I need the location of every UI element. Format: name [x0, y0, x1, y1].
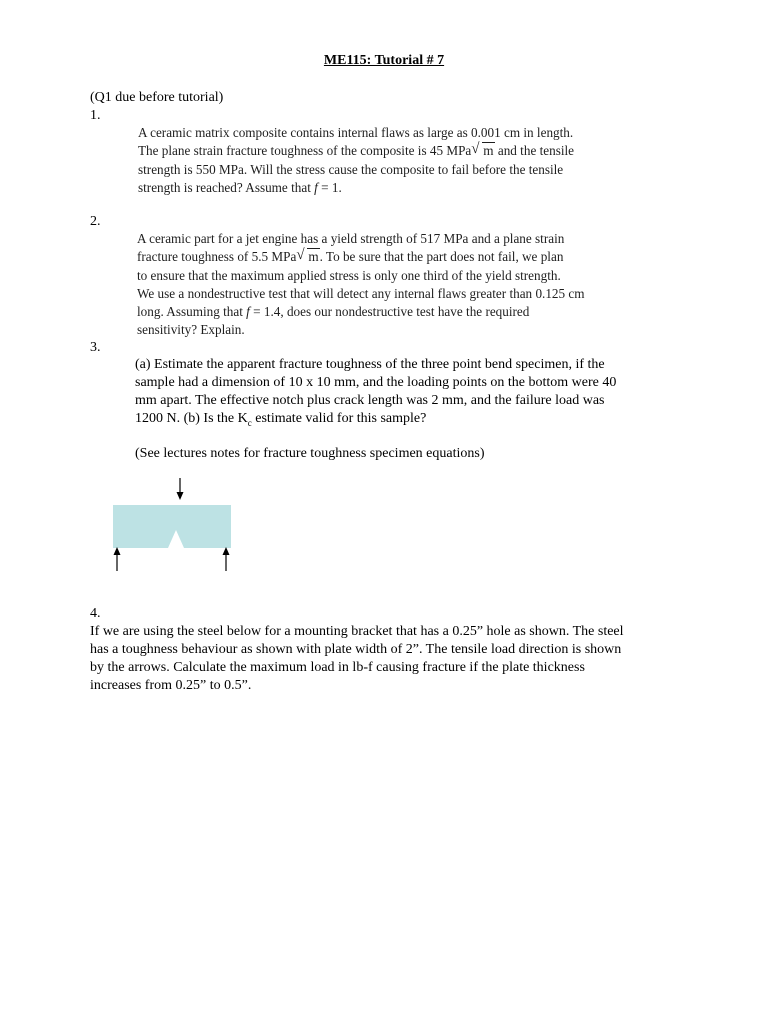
kc-subscript: c	[247, 417, 252, 428]
q1-line-3: strength is 550 MPa. Will the stress cause the composite to fail before the tensile	[138, 161, 564, 177]
right-support-arrow	[223, 547, 230, 571]
q3-number: 3.	[90, 340, 101, 355]
sqrt-symbol: √ m	[296, 247, 319, 265]
document-title: ME115: Tutorial # 7	[323, 53, 445, 68]
q3-line-4-post: estimate valid for this sample?	[251, 411, 427, 426]
q2-line-2-pre: fracture toughness of 5.5 MPa	[137, 249, 297, 265]
q4-line-4: increases from 0.25” to 0.5”.	[90, 678, 252, 693]
due-note: (Q1 due before tutorial)	[90, 90, 224, 105]
q1-line-4-pre: strength is reached? Assume that	[138, 179, 315, 195]
q2-line-3: to ensure that the maximum applied stress is only one third of the yield strength.	[137, 267, 561, 283]
q3-line-2: sample had a dimension of 10 x 10 mm, and the loading points on the bottom were 40	[135, 375, 617, 390]
sqrt-operand: m	[308, 249, 319, 265]
q3-line-4-pre: 1200 N. (b) Is the K	[135, 411, 248, 426]
q2-text	[137, 230, 585, 340]
q1-number: 1.	[90, 108, 101, 123]
q3-text	[135, 356, 616, 432]
q1-line-4	[138, 179, 574, 197]
q4-line-2: has a toughness behaviour as shown with plate width of 2”. The tensile load direction is shown	[90, 642, 622, 657]
q3-line-4	[135, 410, 616, 432]
q4-text	[90, 623, 624, 695]
q3-line-1: (a) Estimate the apparent fracture toughness of the three point bend specimen, if the	[135, 357, 605, 372]
q2-number: 2.	[90, 214, 101, 229]
q4-line-3: by the arrows. Calculate the maximum load in lb-f causing fracture if the plate thickness	[90, 660, 585, 675]
q2-line-1: A ceramic part for a jet engine has a yield strength of 517 MPa and a plane strain	[137, 231, 565, 246]
q2-variable-f: f	[246, 304, 250, 320]
sqrt-operand: m	[483, 143, 494, 159]
left-support-arrow	[114, 547, 121, 571]
q1-line-1: A ceramic matrix composite contains internal flaws as large as 0.001 cm in length.	[138, 125, 574, 140]
q3-line-3: mm apart. The effective notch plus crack length was 2 mm, and the failure load was	[135, 393, 605, 408]
q1-line-4-post: = 1.	[317, 179, 342, 195]
q2-line-2-post: . To be sure that the part does not fail, we plan	[319, 249, 564, 265]
three-point-bend-svg	[110, 476, 238, 572]
q2-line-5-post: = 1.4, does our nondestructive test have the required	[249, 304, 530, 320]
notched-specimen	[113, 505, 231, 548]
q2-line-4: We use a nondestructive test that will detect any internal flaws greater than 0.125 cm	[137, 285, 585, 301]
q1-text	[138, 124, 574, 197]
q2-line-5-pre: long. Assuming that	[137, 304, 247, 320]
q1-line-2-pre: The plane strain fracture toughness of the composite is 45 MPa	[138, 143, 472, 159]
q3-note: (See lectures notes for fracture toughness specimen equations)	[135, 446, 485, 461]
q4-number: 4.	[90, 606, 101, 621]
q2-line-2	[137, 248, 585, 266]
three-point-bend-figure	[110, 476, 238, 572]
top-load-arrow	[177, 478, 184, 500]
q4-line-1: If we are using the steel below for a mounting bracket that has a 0.25” hole as shown. The steel	[90, 624, 624, 639]
q1-variable-f: f	[314, 179, 318, 195]
sqrt-symbol: √ m	[471, 141, 494, 159]
q1-line-2	[138, 142, 574, 160]
q2-line-5	[137, 303, 585, 321]
q2-line-6: sensitivity? Explain.	[137, 322, 245, 338]
q1-line-2-post: and the tensile	[494, 143, 575, 159]
